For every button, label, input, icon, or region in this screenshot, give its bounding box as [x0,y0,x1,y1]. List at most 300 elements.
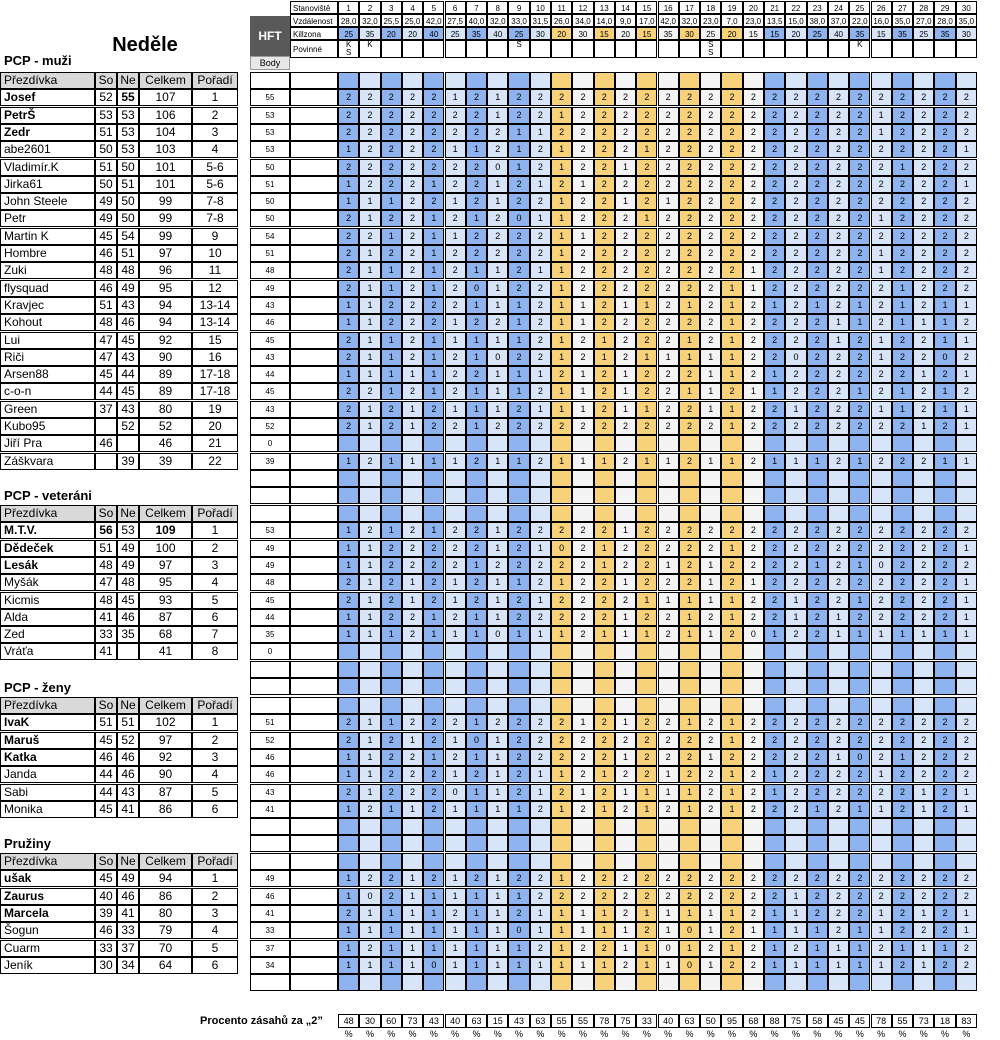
score-cell: 2 [636,557,657,574]
station-cell: 30 [956,1,977,14]
score-cell: 2 [721,210,742,227]
score-cell: 2 [956,870,977,887]
score-cell: 2 [892,107,913,124]
body-cell-empty [250,487,290,504]
score-cell-empty [423,72,444,89]
score-cell: 2 [892,870,913,887]
score-cell: 1 [551,905,572,922]
gap-cell [290,870,338,887]
score-total: 80 [139,401,192,418]
score-cell: 2 [934,732,955,749]
score-cell [359,818,380,835]
score-cell [572,818,593,835]
score-cell: 0 [658,940,679,957]
score-cell: 2 [636,262,657,279]
score-cell-empty [466,697,487,714]
score-cell: 2 [338,107,359,124]
required-cell [466,40,487,58]
score-cell [338,835,359,852]
score-cell: 1 [956,784,977,801]
score-cell: 2 [764,124,785,141]
score-cell: 2 [913,176,934,193]
score-cell [508,678,529,695]
score-cell: 1 [487,297,508,314]
rank: 3 [192,557,238,574]
score-cell-empty [785,697,806,714]
score-cell: 1 [530,124,551,141]
score-cell: 2 [572,107,593,124]
score-cell: 1 [572,453,593,470]
score-cell: 2 [700,245,721,262]
score-cell: 1 [338,801,359,818]
score-cell: 2 [700,888,721,905]
score-cell: 2 [743,366,764,383]
score-cell: 2 [849,332,870,349]
percent-unit: % [493,1029,502,1039]
score-cell [445,661,466,678]
score-cell: 1 [721,297,742,314]
score-cell: 2 [679,107,700,124]
score-cell: 2 [551,89,572,106]
score-cell: 1 [466,888,487,905]
score-cell: 2 [615,540,636,557]
score-saturday: 46 [95,280,117,297]
score-cell: 2 [381,245,402,262]
score-cell: 2 [530,453,551,470]
score-cell-empty [636,505,657,522]
score-cell: 2 [508,557,529,574]
killzone-cell: 20 [615,27,636,40]
player-row [0,349,1000,366]
score-cell [594,835,615,852]
score-cell: 1 [615,626,636,643]
score-cell: 2 [658,626,679,643]
score-cell: 1 [615,784,636,801]
player-row [0,193,1000,210]
score-cell: 1 [721,540,742,557]
score-cell: 2 [636,749,657,766]
score-sunday: 49 [117,280,139,297]
score-cell: 2 [892,784,913,801]
score-cell: 2 [530,522,551,539]
player-name: Cuarm [0,940,95,957]
score-cell-empty [530,72,551,89]
score-cell: 2 [892,141,913,158]
score-cell: 1 [508,141,529,158]
score-cell: 1 [721,714,742,731]
score-cell [466,835,487,852]
score-cell: 2 [466,592,487,609]
score-cell: 2 [615,905,636,922]
score-cell: 2 [956,159,977,176]
required-cell [445,40,466,58]
score-cell [487,974,508,991]
score-cell: 1 [359,210,380,227]
body-cell-empty [250,678,290,695]
score-cell [658,487,679,504]
score-cell: 2 [572,801,593,818]
score-cell: 2 [530,801,551,818]
score-cell-empty [551,697,572,714]
score-cell-empty [551,853,572,870]
distance-cell: 26,0 [551,14,572,27]
score-sunday: 46 [117,749,139,766]
required-cell [572,40,593,58]
gap-cell [290,853,338,870]
score-cell: 1 [892,297,913,314]
player-row [0,766,1000,783]
score-cell: 1 [679,383,700,400]
score-sunday: 52 [117,732,139,749]
score-cell: 2 [913,262,934,279]
score-cell: 1 [572,905,593,922]
score-cell: 2 [572,557,593,574]
score-cell: 1 [956,592,977,609]
score-cell [487,818,508,835]
score-cell: 1 [466,141,487,158]
distance-cell: 33,0 [508,14,529,27]
score-cell: 0 [679,922,700,939]
score-cell: 2 [530,228,551,245]
percent-unit: % [557,1029,566,1039]
score-cell: 2 [764,107,785,124]
score-total: 41 [139,643,192,660]
score-sunday: 50 [117,193,139,210]
player-name: ušak [0,870,95,887]
score-cell: 1 [658,905,679,922]
score-cell: 2 [530,714,551,731]
score-cell: 2 [785,732,806,749]
score-cell: 2 [892,905,913,922]
score-total: 99 [139,193,192,210]
score-cell: 1 [487,366,508,383]
score-cell: 2 [956,940,977,957]
score-cell: 2 [615,453,636,470]
score-cell: 2 [764,280,785,297]
score-cell: 2 [636,418,657,435]
player-row [0,228,1000,245]
score-cell: 2 [679,766,700,783]
score-cell [658,678,679,695]
body-cell-empty [250,697,290,714]
score-cell: 1 [508,957,529,974]
score-cell: 2 [913,592,934,609]
score-cell: 2 [508,766,529,783]
score-cell [615,678,636,695]
score-cell: 1 [721,784,742,801]
score-cell: 1 [445,592,466,609]
score-cell: 1 [466,349,487,366]
score-cell: 1 [359,245,380,262]
score-cell [466,487,487,504]
score-cell: 2 [402,228,423,245]
score-sunday: 33 [117,922,139,939]
score-cell [445,835,466,852]
score-cell: 2 [807,888,828,905]
score-sunday: 41 [117,905,139,922]
score-cell: 2 [572,193,593,210]
score-cell: 2 [359,159,380,176]
score-cell: 1 [700,957,721,974]
score-cell: 2 [658,540,679,557]
score-cell: 1 [487,540,508,557]
gap-cell [290,957,338,974]
score-cell: 2 [594,732,615,749]
score-cell: 0 [445,784,466,801]
score-cell: 2 [551,732,572,749]
score-cell: 1 [679,349,700,366]
body-points: 43 [250,349,290,366]
score-cell: 1 [508,453,529,470]
rank: 13-14 [192,314,238,331]
player-row [0,870,1000,887]
score-cell: 2 [594,245,615,262]
score-cell: 1 [658,193,679,210]
score-cell: 1 [764,784,785,801]
score-cell: 1 [466,383,487,400]
required-cell: K [849,40,870,58]
player-name: Jeník [0,957,95,974]
score-cell: 2 [679,176,700,193]
rank: 19 [192,401,238,418]
station-cell: 22 [785,1,806,14]
score-cell: 1 [721,453,742,470]
score-cell: 2 [594,159,615,176]
score-cell: 1 [871,922,892,939]
score-cell: 2 [679,314,700,331]
score-cell: 2 [743,401,764,418]
score-saturday: 52 [95,89,117,106]
player-name: Vladimír.K [0,159,95,176]
score-cell: 2 [849,732,870,749]
score-cell [849,678,870,695]
score-cell: 1 [956,574,977,591]
score-cell-empty [764,697,785,714]
score-cell-empty [423,697,444,714]
score-cell [871,487,892,504]
score-cell: 2 [572,522,593,539]
score-cell: 2 [807,89,828,106]
score-cell [615,470,636,487]
score-cell: 2 [764,574,785,591]
score-cell [743,974,764,991]
score-cell: 1 [508,159,529,176]
score-saturday: 45 [95,870,117,887]
score-cell: 2 [871,540,892,557]
score-cell [381,643,402,660]
score-cell: 2 [785,228,806,245]
score-cell: 1 [338,957,359,974]
score-cell: 2 [530,732,551,749]
score-cell: 2 [764,714,785,731]
score-cell [445,470,466,487]
score-cell: 1 [551,314,572,331]
score-cell: 2 [679,749,700,766]
score-cell: 2 [445,210,466,227]
rank: 8 [192,643,238,660]
score-cell: 2 [764,176,785,193]
rank: 5 [192,940,238,957]
column-header-rank: Pořadí [192,72,238,89]
rank: 15 [192,332,238,349]
score-cell: 0 [359,888,380,905]
score-cell: 2 [871,714,892,731]
score-cell: 1 [487,732,508,749]
station-cell: 20 [743,1,764,14]
score-cell: 2 [807,609,828,626]
score-saturday: 51 [95,714,117,731]
score-cell: 1 [487,280,508,297]
score-cell: 2 [700,228,721,245]
score-cell: 1 [445,453,466,470]
score-cell [785,435,806,452]
score-cell [658,643,679,660]
score-cell: 1 [359,557,380,574]
score-cell: 2 [594,314,615,331]
percent-unit: % [791,1029,800,1039]
score-cell: 2 [381,888,402,905]
score-cell [913,974,934,991]
score-cell: 2 [572,749,593,766]
score-cell-empty [359,72,380,89]
gap-cell [290,557,338,574]
score-cell: 2 [785,314,806,331]
score-cell: 2 [892,922,913,939]
distance-cell: 16,0 [871,14,892,27]
score-cell [871,678,892,695]
score-cell [551,470,572,487]
score-cell: 2 [934,193,955,210]
score-cell: 1 [466,626,487,643]
player-row [0,922,1000,939]
score-cell: 1 [338,922,359,939]
score-cell: 1 [807,801,828,818]
required-cell: S [508,40,529,58]
score-cell: 2 [807,540,828,557]
station-cell: 9 [508,1,529,14]
player-row [0,940,1000,957]
gap-cell [290,176,338,193]
score-cell: 1 [381,332,402,349]
score-cell: 1 [700,592,721,609]
score-cell: 2 [785,418,806,435]
score-cell [487,678,508,695]
score-cell: 2 [849,280,870,297]
score-cell-empty [594,853,615,870]
score-cell [530,487,551,504]
score-total: 95 [139,280,192,297]
header-label-vz: Vzdálenost [290,14,338,27]
score-cell: 1 [551,766,572,783]
killzone-cell: 35 [934,27,955,40]
required-cell [381,40,402,58]
score-cell: 2 [615,957,636,974]
score-cell [402,818,423,835]
player-name: John Steele [0,193,95,210]
score-cell [359,835,380,852]
score-cell: 2 [785,714,806,731]
score-cell: 1 [764,383,785,400]
body-points: 0 [250,435,290,452]
distance-cell: 25,5 [381,14,402,27]
score-cell: 2 [658,228,679,245]
score-cell: 1 [359,314,380,331]
column-header-so: So [95,697,117,714]
body-cell-empty [250,661,290,678]
score-cell: 2 [785,870,806,887]
score-cell: 1 [636,940,657,957]
player-name: IvaK [0,714,95,731]
score-cell: 2 [359,107,380,124]
score-saturday: 50 [95,176,117,193]
score-cell: 2 [807,262,828,279]
score-cell: 2 [700,418,721,435]
score-cell: 2 [956,766,977,783]
score-cell: 1 [934,383,955,400]
score-cell: 2 [572,940,593,957]
score-cell: 2 [679,159,700,176]
gap-cell [290,574,338,591]
score-cell: 1 [487,332,508,349]
score-cell: 1 [445,193,466,210]
score-cell: 1 [679,784,700,801]
score-cell [700,643,721,660]
score-cell: 2 [743,245,764,262]
score-cell: 2 [956,557,977,574]
killzone-cell: 35 [658,27,679,40]
score-cell: 1 [466,297,487,314]
score-cell: 1 [572,383,593,400]
score-cell: 1 [934,453,955,470]
body-points: 50 [250,159,290,176]
score-cell: 1 [445,314,466,331]
score-cell: 2 [828,557,849,574]
score-cell [572,435,593,452]
score-cell-empty [764,72,785,89]
score-cell [423,470,444,487]
score-cell: 2 [807,401,828,418]
rank: 7-8 [192,193,238,210]
score-cell: 2 [359,176,380,193]
score-cell: 1 [466,957,487,974]
score-cell [871,435,892,452]
score-cell: 2 [487,245,508,262]
score-cell [381,661,402,678]
score-cell: 2 [338,159,359,176]
score-saturday: 40 [95,888,117,905]
score-cell: 2 [530,870,551,887]
score-total: 68 [139,626,192,643]
score-cell: 1 [445,141,466,158]
score-cell-empty [594,697,615,714]
killzone-cell: 30 [572,27,593,40]
score-cell: 2 [508,193,529,210]
score-cell: 2 [381,557,402,574]
score-cell: 1 [956,176,977,193]
player-row [0,418,1000,435]
score-cell: 1 [636,297,657,314]
score-cell: 0 [487,626,508,643]
score-cell [913,661,934,678]
score-cell: 2 [828,107,849,124]
player-name: Lui [0,332,95,349]
score-cell: 2 [764,228,785,245]
score-cell: 1 [551,922,572,939]
score-cell: 2 [679,732,700,749]
score-cell-empty [743,853,764,870]
score-cell: 2 [572,280,593,297]
score-cell [934,643,955,660]
